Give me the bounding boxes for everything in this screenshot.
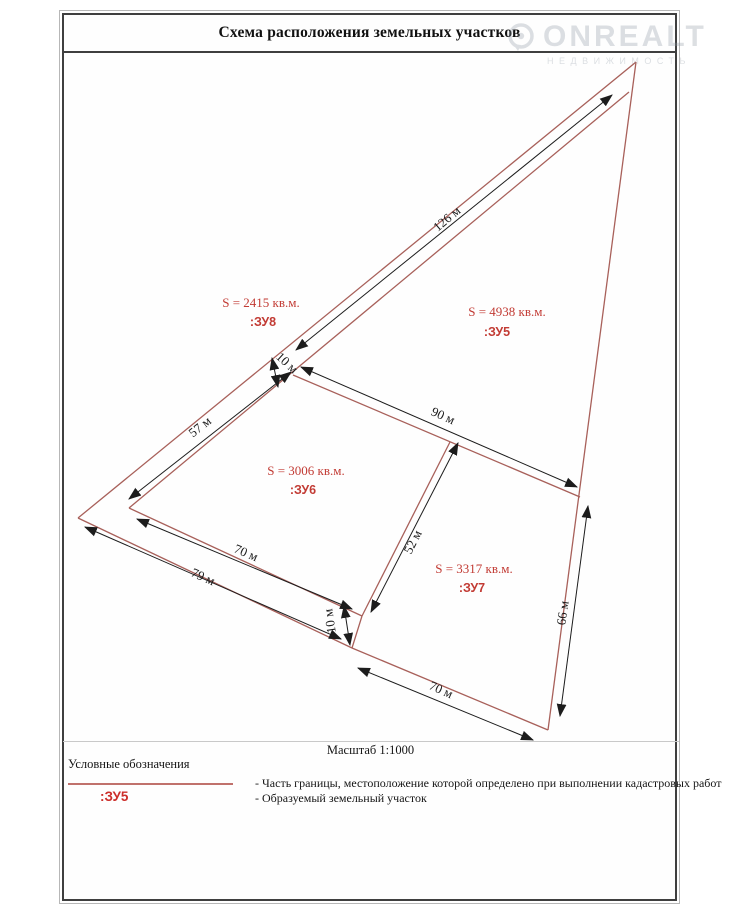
plot-zu5-id-label: :ЗУ5 — [483, 325, 511, 339]
watermark-brand: ONREALT — [543, 20, 707, 53]
legend-boundary-line-swatch — [68, 783, 233, 785]
boundary-jog-10m — [352, 616, 362, 648]
legend-plot-symbol: :ЗУ5 — [100, 789, 129, 804]
plot-zu6-id-label: :ЗУ6 — [289, 483, 317, 497]
legend-plot-description: - Образуемый земельный участок — [255, 791, 427, 805]
boundary-inner-diagonal — [129, 92, 629, 508]
plot-zu7-id-label: :ЗУ7 — [458, 581, 486, 595]
watermark-tagline: НЕДВИЖИМОСТЬ — [547, 56, 691, 66]
plot-zu7-area-label: S = 3317 кв.м. — [435, 561, 513, 576]
boundary-outer-diagonal — [78, 62, 636, 518]
dim-label-70m-bottom: 70 м — [426, 677, 456, 702]
boundary-southwest — [78, 518, 352, 648]
dimension-lines — [85, 95, 612, 740]
legend-heading: Условные обозначения — [68, 757, 190, 771]
dim-label-70m-mid: 70 м — [231, 540, 261, 565]
boundary-lines — [78, 62, 636, 730]
dim-label-10m-bottom: 10 м — [320, 607, 339, 635]
boundary-right-edge — [548, 62, 636, 730]
legend-boundary-description: - Часть границы, местоположение которой определено при выполнении кадастровых работ — [255, 776, 722, 790]
dim-label-79m: 79 м — [188, 564, 218, 589]
plot-zu8-area-label: S = 2415 кв.м. — [222, 295, 300, 310]
dim-label-66m: 66 м — [553, 599, 572, 627]
dim-label-52m: 52 м — [400, 527, 425, 557]
dim-label-57m: 57 м — [185, 413, 214, 441]
plot-zu6-area-label: S = 3006 кв.м. — [267, 463, 345, 478]
dimension-line-10m-bottom — [344, 606, 350, 645]
dimension-line-70m-bottom — [358, 668, 533, 740]
boundary-divider-52m — [362, 442, 450, 616]
page-title: Схема расположения земельных участков — [218, 24, 521, 41]
dim-label-90m: 90 м — [428, 403, 458, 428]
dim-label-126m: 126 м — [429, 202, 464, 235]
dim-label-10m-top: 10 м — [273, 348, 302, 377]
dimension-line-52m — [371, 443, 458, 612]
scale-label: Масштаб 1:1000 — [326, 743, 415, 757]
dimension-line-57m — [129, 372, 291, 499]
plot-zu5-area-label: S = 4938 кв.м. — [468, 304, 546, 319]
plot-zu8-id-label: :ЗУ8 — [249, 315, 277, 329]
